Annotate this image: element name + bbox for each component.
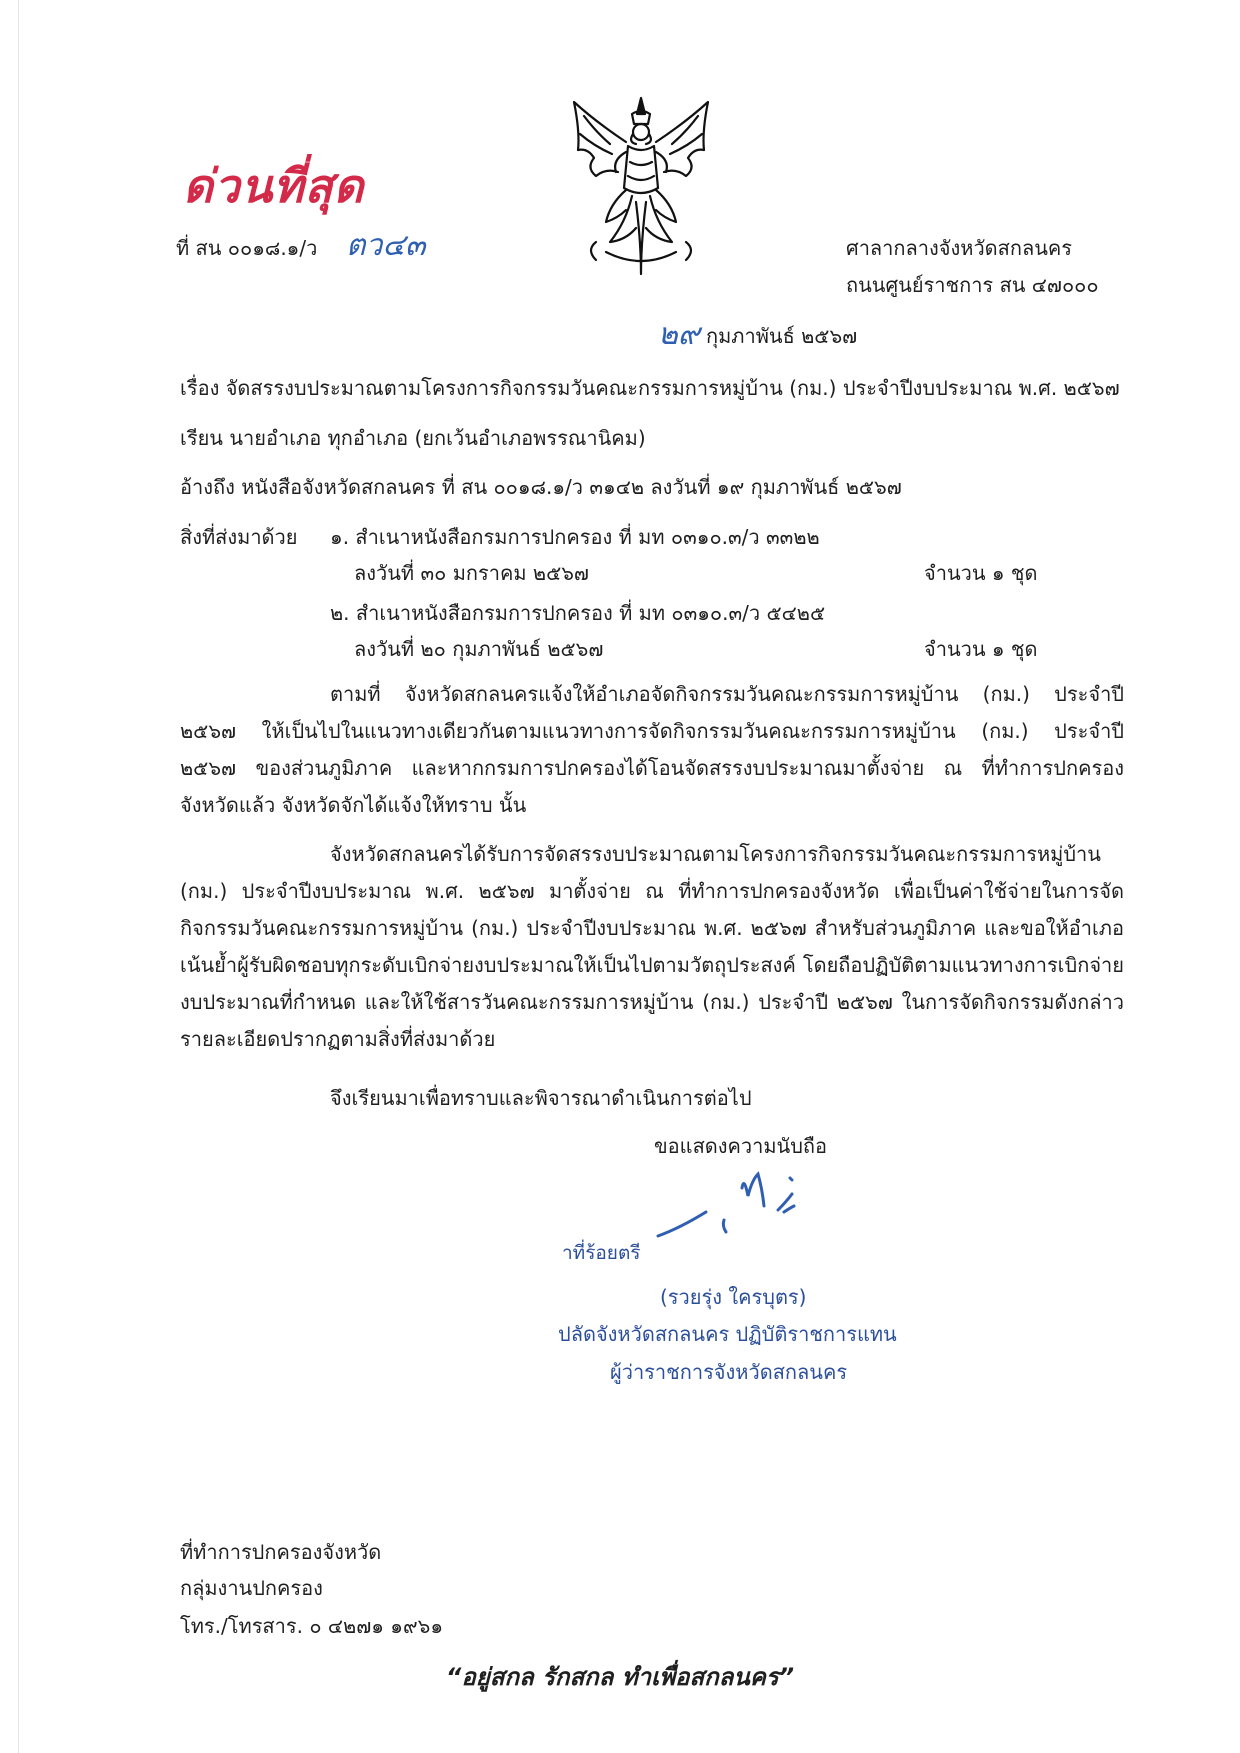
enclosure-2-quantity: จำนวน ๑ ชุด: [924, 637, 1038, 661]
footer-unit-2: กลุ่มงานปกครอง: [180, 1576, 323, 1600]
date-day-handwritten: ๒๙: [658, 317, 700, 352]
addressee-line: เรียน นายอำเภอ ทุกอำเภอ (ยกเว้นอำเภอพรรณานิคม): [180, 426, 646, 450]
enclosure-1-quantity: จำนวน ๑ ชุด: [924, 561, 1038, 585]
date-month-year: กุมภาพันธ์ ๒๕๖๗: [706, 324, 858, 348]
office-line-2: ถนนศูนย์ราชการ สน ๔๗๐๐๐: [846, 273, 1099, 297]
office-line-1: ศาลากลางจังหวัดสกลนคร: [846, 236, 1073, 260]
enclosure-2-line-1: ๒. สำเนาหนังสือกรมการปกครอง ที่ มท ๐๓๑๐.๓/ว ๕๔๒๕: [330, 601, 826, 625]
body-paragraph-2: [180, 836, 1124, 1058]
signatory-position-line-1: ปลัดจังหวัดสกลนคร ปฏิบัติราชการแทน: [558, 1322, 897, 1346]
enclosure-2-line-2: ลงวันที่ ๒๐ กุมภาพันธ์ ๒๕๖๗: [354, 637, 604, 661]
scan-edge-line: [18, 0, 19, 1753]
handwritten-signature: [650, 1166, 830, 1248]
footer-unit-1: ที่ทำการปกครองจังหวัด: [180, 1540, 382, 1564]
enclosures-label: สิ่งที่ส่งมาด้วย: [180, 525, 298, 549]
signatory-name: (รวยรุ่ง ใครบุตร): [660, 1285, 807, 1309]
body-paragraph-2-text: จังหวัดสกลนครได้รับการจัดสรรงบประมาณตามโครงการกิจกรรมวันคณะกรรมการหมู่บ้าน (กม.) ประจำปีงบประมาณ พ.ศ. ๒๕๖๗ มาตั้งจ่าย ณ ที่ทำการปกครองจังหวัด เพื่อเป็นค่าใช้จ่ายในการจัดกิจกรรมวันคณะกรรมการหมู่บ้าน (กม.) ประจำปีงบประมาณ พ.ศ. ๒๕๖๗ สำหรับส่วนภูมิภาค และขอให้อำเภอเน้นย้ำผู้รับผิดชอบทุกระดับเบิกจ่ายงบประมาณให้เป็นไปตามวัตถุประสงค์ โดยถือปฏิบัติตามแนวทางการเบิกจ่ายงบประมาณที่กำหนด และให้ใช้สารวันคณะกรรมการหมู่บ้าน (กม.) ประจำปี ๒๕๖๗ ในการจัดกิจกรรมดังกล่าว รายละเอียดปรากฏตามสิ่งที่ส่งมาด้วย: [180, 842, 1124, 1051]
body-paragraph-1-text: ตามที่ จังหวัดสกลนครแจ้งให้อำเภอจัดกิจกรรมวันคณะกรรมการหมู่บ้าน (กม.) ประจำปี ๒๕๖๗ ให้เป็นไปในแนวทางเดียวกันตามแนวทางการจัดกิจกรรมวันคณะกรรมการหมู่บ้าน (กม.) ประจำปี ๒๕๖๗ ของส่วนภูมิภาค และหากกรมการปกครองได้โอนจัดสรรงบประมาณมาตั้งจ่าย ณ ที่ทำการปกครองจังหวัดแล้ว จังหวัดจักได้แจ้งให้ทราบ นั้น: [180, 682, 1124, 817]
signatory-position-line-2: ผู้ว่าราชการจังหวัดสกลนคร: [610, 1360, 848, 1384]
document-number: ที่ สน ๐๐๑๘.๑/ว: [176, 236, 318, 260]
enclosure-1-line-1: ๑. สำเนาหนังสือกรมการปกครอง ที่ มท ๐๓๑๐.๓/ว ๓๓๒๒: [330, 525, 820, 549]
reference-line: อ้างถึง หนังสือจังหวัดสกลนคร ที่ สน ๐๐๑๘.๑/ว ๓๑๔๒ ลงวันที่ ๑๙ กุมภาพันธ์ ๒๕๖๗: [180, 475, 902, 499]
garuda-emblem: [566, 92, 716, 282]
subject-line: เรื่อง จัดสรรงบประมาณตามโครงการกิจกรรมวันคณะกรรมการหมู่บ้าน (กม.) ประจำปีงบประมาณ พ.ศ. ๒๕๖๗: [180, 376, 1120, 400]
urgency-stamp: ด่วนที่สุด: [183, 159, 365, 213]
closing-regards: ขอแสดงความนับถือ: [654, 1134, 828, 1158]
footer-phone: โทร./โทรสาร. ๐ ๔๒๗๑ ๑๙๖๑: [180, 1614, 444, 1638]
provincial-slogan: “อยู่สกล รักสกล ทำเพื่อสกลนคร”: [445, 1663, 795, 1691]
document-number-handwritten: ตว๔๓: [346, 228, 426, 263]
enclosure-1-line-2: ลงวันที่ ๓๐ มกราคม ๒๕๖๗: [354, 561, 589, 585]
closing-request: จึงเรียนมาเพื่อทราบและพิจารณาดำเนินการต่อไป: [330, 1086, 752, 1110]
rank-stamp-text: าที่ร้อยตรี: [562, 1242, 641, 1264]
body-paragraph-1: [180, 676, 1124, 824]
